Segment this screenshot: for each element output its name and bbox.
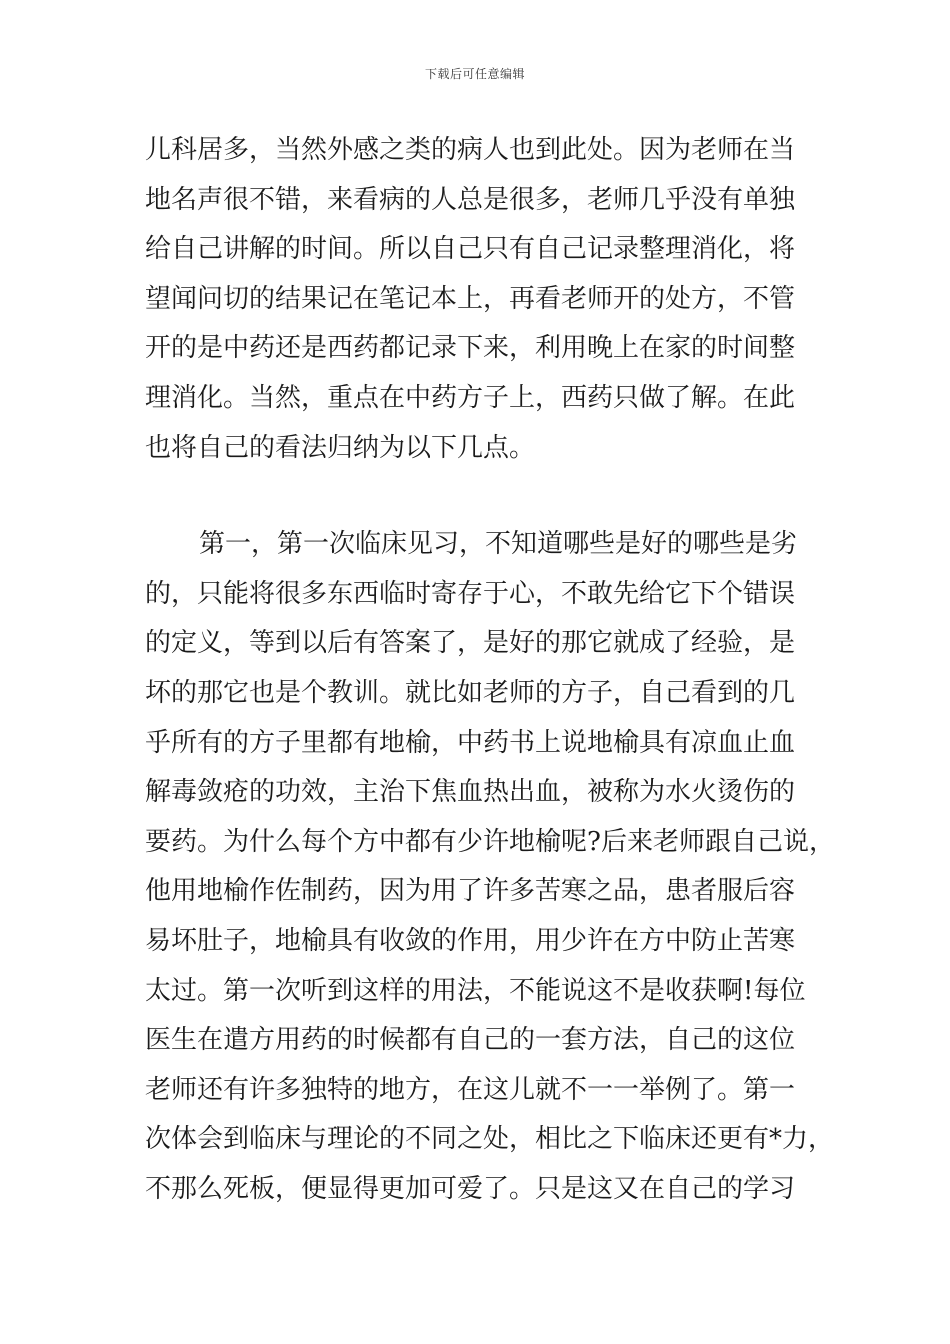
text-line: 他用地榆作佐制药，因为用了许多苦寒之品，患者服后容 [145,876,796,907]
text-line: 开的是中药还是西药都记录下来，利用晚上在家的时间整 [145,333,796,364]
paragraph-spacer [145,473,809,520]
text-line: 次体会到临床与理论的不同之处，相比之下临床还更有*力， [145,1124,835,1155]
text-line: 医生在遣方用药的时候都有自己的一套方法，自己的这位 [145,1025,796,1056]
text-line: 老师还有许多独特的地方，在这儿就不一一举例了。第一 [145,1074,796,1105]
text-line: 望闻问切的结果记在笔记本上，再看老师开的处方，不管 [145,283,796,314]
text-line: 太过。第一次听到这样的用法，不能说这不是收获啊!每位 [145,975,806,1006]
paragraph-2 [145,520,835,1214]
text-line: 乎所有的方子里都有地榆，中药书上说地榆具有凉血止血 [145,727,796,758]
text-line: 坏的那它也是个教训。就比如老师的方子，自己看到的几 [145,677,796,708]
text-line: 易坏肚子，地榆具有收敛的作用，用少许在方中防止苦寒 [145,925,796,956]
paragraph-1 [145,126,809,473]
text-line: 的，只能将很多东西临时寄存于心，不敢先给它下个错误 [145,578,796,609]
page-header: 下载后可任意编辑 [424,67,525,81]
text-line: 理消化。当然，重点在中药方子上，西药只做了解。在此 [145,382,796,413]
text-line: 也将自己的看法归纳为以下几点。 [145,432,536,463]
text-line: 给自己讲解的时间。所以自己只有自己记录整理消化，将 [145,234,796,265]
text-line: 要药。为什么每个方中都有少许地榆呢?后来老师跟自己说， [145,826,835,857]
text-line: 地名声很不错，来看病的人总是很多，老师几乎没有单独 [145,184,796,215]
text-line: 儿科居多，当然外感之类的病人也到此处。因为老师在当 [145,135,796,165]
document-body [145,126,835,1214]
text-line: 的定义，等到以后有答案了，是好的那它就成了经验，是 [145,628,796,659]
text-line: 不那么死板，便显得更加可爱了。只是这又在自己的学习 [145,1173,796,1204]
text-line: 第一，第一次临床见习，不知道哪些是好的哪些是劣 [199,529,798,560]
text-line: 解毒敛疮的功效，主治下焦血热出血，被称为水火烫伤的 [145,777,796,808]
